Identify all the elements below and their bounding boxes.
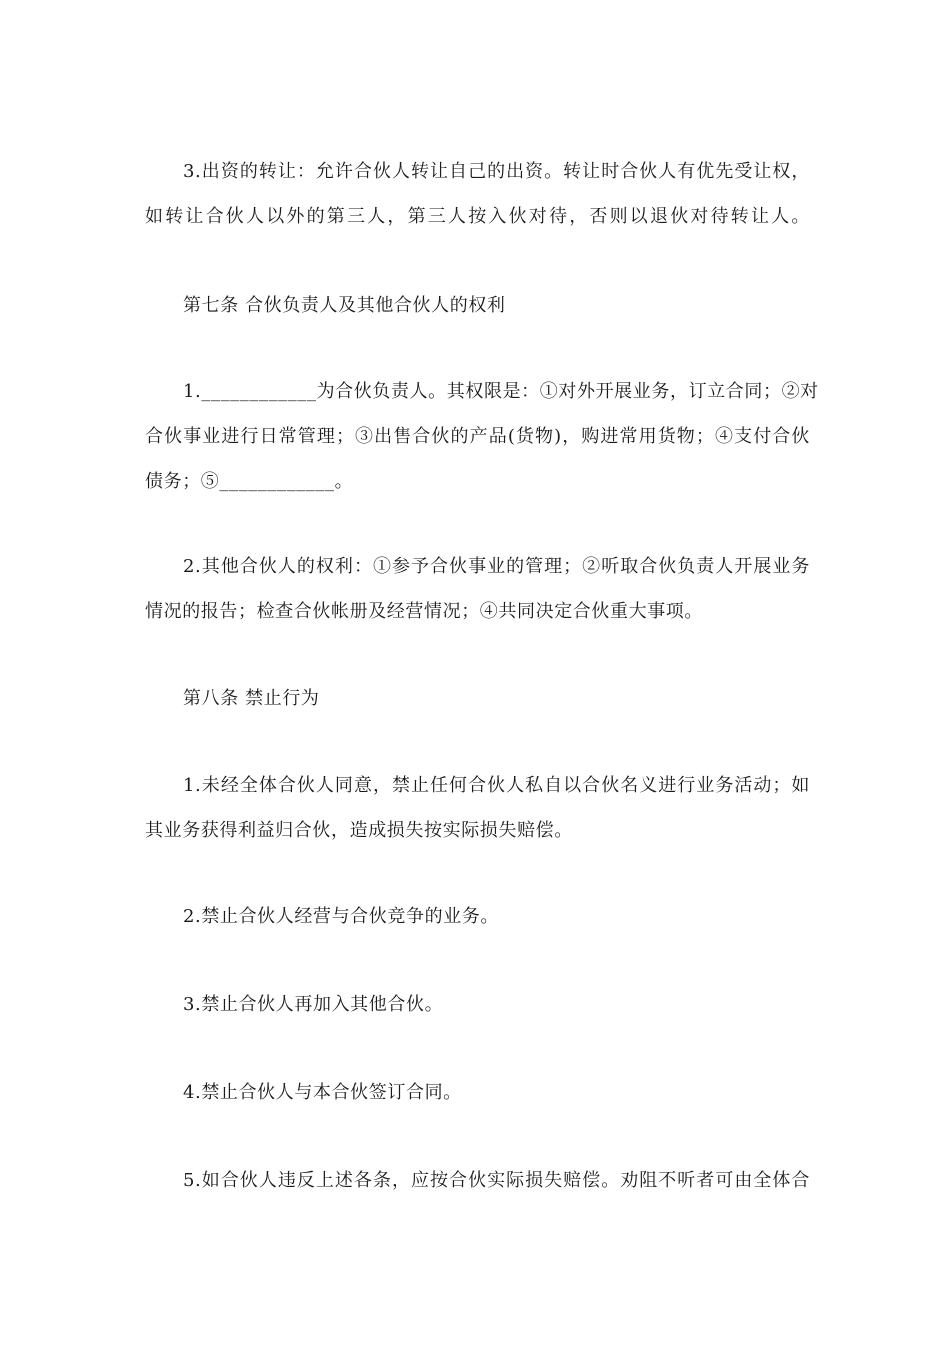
article-7-item-1-line-1: 1.____________为合伙负责人。其权限是：①对外开展业务，订立合同；②对 bbox=[183, 381, 819, 402]
article-8-item-3: 3.禁止合伙人再加入其他合伙。 bbox=[183, 994, 444, 1015]
article-7-item-2-line-2: 情况的报告；检查合伙帐册及经营情况；④共同决定合伙重大事项。 bbox=[145, 601, 703, 622]
clause-6-item-3-line-1: 3.出资的转让：允许合伙人转让自己的出资。转让时合伙人有优先受让权， bbox=[183, 161, 810, 182]
article-8-item-1-line-1: 1.未经全体合伙人同意，禁止任何合伙人私自以合伙名义进行业务活动；如 bbox=[183, 775, 810, 796]
article-8-item-4: 4.禁止合伙人与本合伙签订合同。 bbox=[183, 1082, 462, 1103]
article-7-item-2-line-1: 2.其他合伙人的权利：①参予合伙事业的管理；②听取合伙负责人开展业务 bbox=[183, 556, 810, 577]
clause-6-item-3-line-2: 如转让合伙人以外的第三人，第三人按入伙对待，否则以退伙对待转让人。 bbox=[145, 206, 810, 227]
article-8-item-5-line-1: 5.如合伙人违反上述各条，应按合伙实际损失赔偿。劝阻不听者可由全体合 bbox=[183, 1170, 810, 1191]
article-8-item-1-line-2: 其业务获得利益归合伙，造成损失按实际损失赔偿。 bbox=[145, 820, 573, 841]
article-7-item-1-line-2: 合伙事业进行日常管理；③出售合伙的产品(货物)，购进常用货物；④支付合伙 bbox=[145, 426, 810, 447]
article-7-heading: 第七条 合伙负责人及其他合伙人的权利 bbox=[183, 295, 506, 316]
article-8-heading: 第八条 禁止行为 bbox=[183, 688, 320, 709]
article-8-item-2: 2.禁止合伙人经营与合伙竞争的业务。 bbox=[183, 906, 499, 927]
article-7-item-1-line-3: 债务；⑤____________。 bbox=[145, 471, 354, 492]
